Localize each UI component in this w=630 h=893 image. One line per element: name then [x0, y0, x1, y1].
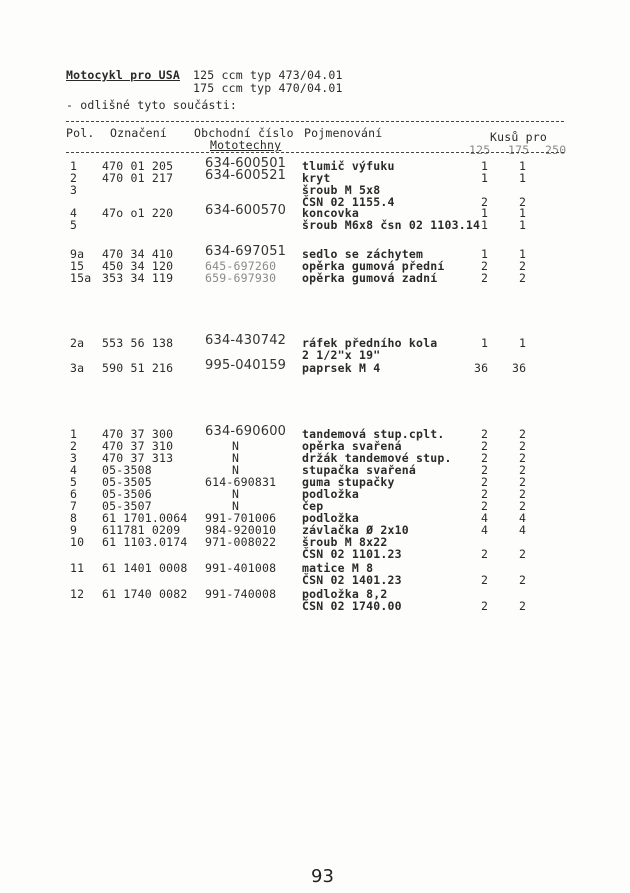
- row-qty-125: 2: [481, 547, 489, 561]
- row-pojmenovani: tlumič výfuku: [302, 159, 395, 173]
- row-obchodni-cislo: 991-740008: [205, 587, 277, 601]
- row-pojmenovani: ČSN 02 1401.23: [302, 573, 402, 587]
- row-pojmenovani: podložka 8,2: [302, 587, 388, 601]
- row-oznaceni: 61 1701.0064: [102, 511, 188, 525]
- row-pojmenovani: ČSN 02 1740.00: [302, 599, 402, 613]
- row-qty-175: 1: [519, 159, 527, 173]
- row-obchodni-cislo: 614-690831: [205, 475, 277, 489]
- row-qty-175: 1: [519, 218, 527, 232]
- row-obchodni-cislo: N: [232, 487, 240, 501]
- row-pojmenovani: závlačka Ø 2x10: [302, 523, 409, 537]
- row-pol: 11: [70, 561, 85, 575]
- row-oznaceni: 05-3508: [102, 463, 152, 477]
- row-pojmenovani: sedlo se záchytem: [302, 247, 424, 261]
- row-pojmenovani: guma stupačky: [302, 475, 395, 489]
- row-pol: 9: [70, 523, 78, 537]
- row-oznaceni: 450 34 120: [102, 259, 174, 273]
- row-pol: 3: [70, 451, 78, 465]
- header-pol: Pol.: [66, 126, 95, 140]
- row-oznaceni: 553 56 138: [102, 336, 174, 350]
- row-pol: 15a: [70, 271, 92, 285]
- row-oznaceni: 61 1740 0082: [102, 587, 188, 601]
- row-pol: 4: [70, 206, 78, 220]
- row-obchodni-cislo: 634-430742: [205, 333, 287, 348]
- document-title: [66, 69, 180, 82]
- row-oznaceni: 05-3506: [102, 487, 152, 501]
- header-obchodni-cislo: Obchodní číslo: [194, 126, 294, 140]
- row-qty-175: 1: [519, 171, 527, 185]
- row-obchodni-cislo: N: [232, 451, 240, 465]
- row-qty-125: 2: [481, 451, 489, 465]
- row-oznaceni: 470 34 410: [102, 247, 174, 261]
- row-pojmenovani: paprsek M 4: [302, 361, 381, 375]
- row-qty-175: 1: [519, 336, 527, 350]
- row-qty-175: 2: [519, 439, 527, 453]
- header-pojmenovani: Pojmenování: [304, 126, 383, 140]
- row-pol: 1: [70, 159, 78, 173]
- row-qty-125: 2: [481, 195, 489, 209]
- row-pol: 10: [70, 535, 85, 549]
- row-qty-175: 2: [519, 259, 527, 273]
- row-qty-125: 2: [481, 439, 489, 453]
- row-qty-175: 2: [519, 475, 527, 489]
- row-pojmenovani: kryt: [302, 171, 331, 185]
- subtitle: - odlišné tyto součásti:: [66, 98, 237, 112]
- row-pol: 8: [70, 511, 78, 525]
- row-pojmenovani: držák tandemové stup.: [302, 451, 452, 465]
- row-pojmenovani: stupačka svařená: [302, 463, 416, 477]
- row-qty-175: 2: [519, 499, 527, 513]
- header-mototechny: Mototechny: [210, 138, 282, 152]
- row-oznaceni: 05-3505: [102, 475, 152, 489]
- row-qty-175: 2: [519, 271, 527, 285]
- row-qty-175: 4: [519, 511, 527, 525]
- header-bottom-rule: [66, 152, 564, 153]
- row-pojmenovani: tandemová stup.cplt.: [302, 427, 445, 441]
- row-pojmenovani: šroub M6x8 čsn 02 1103.14: [302, 218, 481, 232]
- row-qty-125: 1: [481, 171, 489, 185]
- row-qty-175: 2: [519, 599, 527, 613]
- row-pojmenovani: šroub M 5x8: [302, 183, 381, 197]
- header-col-175: 175: [508, 143, 530, 157]
- row-obchodni-cislo: 971-008022: [205, 535, 277, 549]
- row-pojmenovani: ráfek předního kola: [302, 336, 438, 350]
- row-qty-125: 2: [481, 599, 489, 613]
- row-qty-175: 4: [519, 523, 527, 537]
- row-pol: 2: [70, 439, 78, 453]
- header-col-250: 250: [545, 143, 567, 157]
- row-obchodni-cislo: 984-920010: [205, 523, 277, 537]
- row-obchodni-cislo: 634-697051: [205, 244, 287, 259]
- row-qty-125: 2: [481, 427, 489, 441]
- row-pol: 5: [70, 475, 78, 489]
- row-pol: 12: [70, 587, 85, 601]
- row-qty-125: 2: [481, 463, 489, 477]
- row-qty-125: 1: [481, 247, 489, 261]
- title-main: Motocykl pro USA: [66, 68, 180, 82]
- header-col-125: 125: [469, 143, 491, 157]
- row-oznaceni: 05-3507: [102, 499, 152, 513]
- row-oznaceni: 470 01 205: [102, 159, 174, 173]
- row-qty-125: 1: [481, 159, 489, 173]
- row-oznaceni: 47o o1 220: [102, 206, 174, 220]
- row-obchodni-cislo: 659-697930: [205, 271, 277, 285]
- row-pojmenovani: 2 1/2"x 19": [302, 348, 381, 362]
- row-pojmenovani: koncovka: [302, 206, 359, 220]
- row-pol: 2: [70, 171, 78, 185]
- row-qty-125: 36: [474, 361, 489, 375]
- page-number: 93: [311, 866, 334, 887]
- row-qty-125: 2: [481, 487, 489, 501]
- row-pojmenovani: podložka: [302, 511, 359, 525]
- row-pojmenovani: ČSN 02 1101.23: [302, 547, 402, 561]
- row-pol: 2a: [70, 336, 85, 350]
- row-obchodni-cislo: 634-600521: [205, 168, 287, 183]
- row-obchodni-cislo: N: [232, 463, 240, 477]
- row-qty-125: 1: [481, 206, 489, 220]
- row-obchodni-cislo: 991-701006: [205, 511, 277, 525]
- row-oznaceni: 470 37 310: [102, 439, 174, 453]
- row-obchodni-cislo: 634-600501: [205, 156, 287, 171]
- row-pol: 6: [70, 487, 78, 501]
- row-oznaceni: 353 34 119: [102, 271, 174, 285]
- row-pojmenovani: opěrka gumová zadní: [302, 271, 438, 285]
- row-pojmenovani: šroub M 8x22: [302, 535, 388, 549]
- row-oznaceni: 611781 0209: [102, 523, 181, 537]
- row-pojmenovani: opěrka svařená: [302, 439, 402, 453]
- row-oznaceni: 590 51 216: [102, 361, 174, 375]
- row-obchodni-cislo: 995-040159: [205, 358, 287, 373]
- row-pol: 15: [70, 259, 85, 273]
- row-qty-125: 2: [481, 475, 489, 489]
- row-pol: 5: [70, 218, 78, 232]
- row-obchodni-cislo: 991-401008: [205, 561, 277, 575]
- row-qty-125: 2: [481, 573, 489, 587]
- row-obchodni-cislo: 634-690600: [205, 424, 287, 439]
- row-obchodni-cislo: N: [232, 439, 240, 453]
- row-qty-175: 1: [519, 247, 527, 261]
- row-qty-125: 1: [481, 218, 489, 232]
- row-qty-175: 2: [519, 427, 527, 441]
- row-pol: 4: [70, 463, 78, 477]
- row-qty-125: 1: [481, 336, 489, 350]
- row-oznaceni: 61 1103.0174: [102, 535, 188, 549]
- row-oznaceni: 470 01 217: [102, 171, 174, 185]
- row-qty-125: 2: [481, 259, 489, 273]
- row-pol: 3: [70, 183, 78, 197]
- header-oznaceni: Označení: [110, 126, 167, 140]
- header-kusu-pro: Kusů pro: [490, 130, 547, 144]
- row-qty-125: 2: [481, 271, 489, 285]
- row-pol: 3a: [70, 361, 85, 375]
- row-qty-175: 2: [519, 195, 527, 209]
- row-qty-175: 2: [519, 487, 527, 501]
- row-oznaceni: 470 37 300: [102, 427, 174, 441]
- row-obchodni-cislo: N: [232, 499, 240, 513]
- title-line-125: 125 ccm typ 473/04.01: [193, 68, 343, 82]
- row-pojmenovani: čep: [302, 499, 324, 513]
- row-qty-125: 2: [481, 499, 489, 513]
- row-pojmenovani: opěrka gumová přední: [302, 259, 445, 273]
- row-qty-175: 2: [519, 547, 527, 561]
- row-qty-175: 2: [519, 451, 527, 465]
- title-line-175: 175 ccm typ 470/04.01: [193, 81, 343, 95]
- row-pojmenovani: podložka: [302, 487, 359, 501]
- row-obchodni-cislo: 645-697260: [205, 259, 277, 273]
- row-qty-175: 1: [519, 206, 527, 220]
- row-pol: 7: [70, 499, 78, 513]
- row-pojmenovani: ČSN 02 1155.4: [302, 195, 395, 209]
- header-top-rule: [66, 121, 564, 122]
- row-pol: 9a: [70, 247, 85, 261]
- row-pol: 1: [70, 427, 78, 441]
- row-oznaceni: 61 1401 0008: [102, 561, 188, 575]
- row-pojmenovani: matice M 8: [302, 561, 374, 575]
- row-oznaceni: 470 37 313: [102, 451, 174, 465]
- row-qty-125: 4: [481, 511, 489, 525]
- row-qty-125: 4: [481, 523, 489, 537]
- row-qty-175: 36: [512, 361, 527, 375]
- row-obchodni-cislo: 634-600570: [205, 203, 287, 218]
- row-qty-175: 2: [519, 463, 527, 477]
- row-qty-175: 2: [519, 573, 527, 587]
